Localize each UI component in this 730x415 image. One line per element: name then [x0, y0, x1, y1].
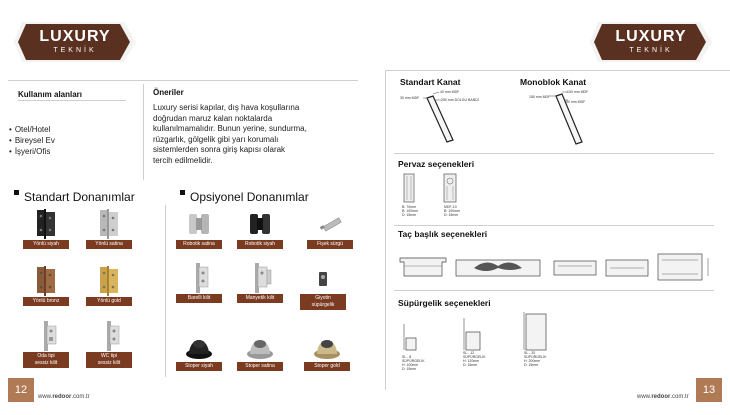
brand-sub: TEKNİK	[53, 47, 97, 54]
skirting-profiles	[398, 312, 578, 352]
casing-label: B: 70mm B: 100mm D: 15mm	[402, 205, 418, 217]
monoblock-leaf-label-top: 100 mm MDF	[567, 90, 589, 94]
skirting-title: Süpürgelik seçenekleri	[398, 298, 491, 308]
hinge-gold: Yönlü gold	[86, 265, 132, 306]
page-number-left: 12	[8, 378, 34, 402]
standard-leaf-label-bottom: 250 mm DOLGU BANDI	[441, 98, 479, 102]
divider	[394, 290, 714, 291]
usage-item: • Otel/Hotel	[9, 124, 55, 135]
brand-name: LUXURY	[615, 28, 687, 45]
divider	[18, 100, 126, 101]
casing-label: MDF-10 B: 100mm D: 15mm	[444, 205, 460, 217]
usage-item: • İşyeri/Ofis	[9, 146, 55, 157]
divider	[385, 70, 386, 390]
divider	[385, 70, 730, 71]
magnetic-lock: Manyetik kilit	[237, 262, 283, 303]
stopper-black: Stoper siyah	[176, 330, 222, 371]
website-url[interactable]: www.redoor.com.tr	[38, 394, 90, 400]
divider	[143, 84, 144, 180]
hinge-bronze: Yönlü bronz	[23, 265, 69, 306]
divider	[394, 225, 714, 226]
optional-hardware-title: Opsiyonel Donanımlar	[180, 190, 309, 204]
brand-logo-left	[14, 18, 136, 66]
suggestions-title: Öneriler	[153, 88, 184, 97]
divider	[165, 205, 166, 377]
suggestions-text: Luxury serisi kapılar, dış hava koşullarına doğrudan maruz kalan noktalarda kullanılmamalıdır. Bunun yerine, sundurma, rüzgarlık, gölgelik gibi yarı korumalı sistemlerden sonra giriş kapısı olarak tercih edilmelidir.	[153, 103, 307, 165]
hinge-black: Yönlü siyah	[23, 208, 69, 249]
monoblock-leaf-label-bottom: 50 mm MDF	[566, 100, 586, 104]
page-number-right: 13	[696, 378, 722, 402]
flush-bolt: Fişek sürgü	[307, 208, 353, 249]
hinge-satin: Yönlü satina	[86, 208, 132, 249]
divider	[394, 153, 714, 154]
drop-seal: Giyotin süpürgelik	[300, 262, 346, 310]
website-url[interactable]: www.redoor.com.tr	[637, 394, 689, 400]
robotic-hinge-black: Robotik siyah	[237, 208, 283, 249]
stopper-gold: Stoper gold	[304, 330, 350, 371]
usage-item: • Bireysel Ev	[9, 135, 55, 146]
brand-name: LUXURY	[39, 28, 111, 45]
brand-sub: TEKNİK	[629, 47, 673, 54]
crown-title: Taç başlık seçenekleri	[398, 229, 488, 239]
barrel-lock: Barelli kilit	[176, 262, 222, 303]
skirting-label: SL - 20 SÜPÜRGELİK H: 200mm D: 15mm	[524, 351, 547, 367]
brand-logo-right	[590, 18, 712, 66]
divider	[8, 80, 358, 81]
standard-leaf-label-top: 40 mm MDF	[440, 90, 460, 94]
robotic-hinge-satin: Robotik satina	[176, 208, 222, 249]
skirting-label: SL - 12 SÜPÜRGELİK H: 120mm D: 15mm	[463, 351, 486, 367]
wc-lock: WC tipi sessiz kilit	[86, 320, 132, 368]
casing-title: Pervaz seçenekleri	[398, 159, 475, 169]
monoblock-leaf-title: Monoblok Kanat	[520, 77, 587, 87]
room-lock: Oda tipi sessiz kilit	[23, 320, 69, 368]
stopper-satin: Stoper satina	[237, 330, 283, 371]
standard-hardware-title: Standart Donanımlar	[14, 190, 135, 204]
standard-leaf-label-left: 30 mm MDF	[400, 96, 420, 100]
standard-leaf-title: Standart Kanat	[400, 77, 461, 87]
monoblock-leaf-label-left: 180 mm MDF	[529, 95, 551, 99]
crown-profiles	[396, 250, 716, 284]
usage-list	[9, 124, 55, 157]
usage-title: Kullanım alanları	[18, 90, 83, 99]
skirting-label: SL - 8 SÜPÜRGELİK H: 100mm D: 15mm	[402, 355, 425, 371]
